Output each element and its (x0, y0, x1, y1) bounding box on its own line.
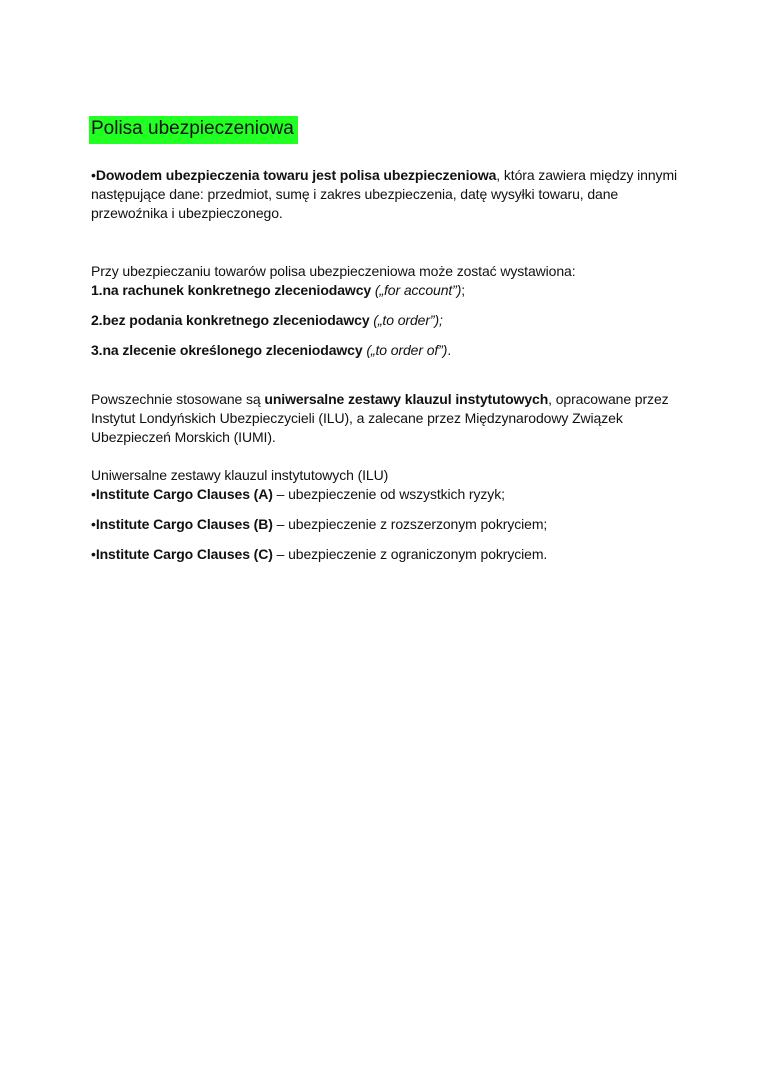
paragraph-text: Powszechnie stosowane są (91, 391, 265, 407)
list-item (91, 545, 681, 564)
section-intro: Uniwersalne zestawy klauzul instytutowych (ILU) (91, 467, 389, 483)
list-item-italic: („to order of”) (362, 342, 448, 358)
paragraph-text: , która zawiera między innymi następujące dane: przedmiot, sumę i zakres ubezpieczenia, datę wysyłki towaru, dane przewoźnika i ubezpieczonego. (91, 167, 678, 221)
list-item (91, 341, 681, 360)
list-item-end: . (447, 342, 452, 358)
bullet: • (91, 516, 96, 532)
list-item-bold: 1.na rachunek konkretnego zleceniodawcy (91, 282, 372, 298)
list-item-italic: („to order”); (369, 312, 443, 328)
list-item-italic: („for account”) (371, 282, 462, 298)
bullet: • (91, 486, 96, 502)
paragraph (91, 390, 681, 447)
section-institute-clauses-intro (91, 390, 681, 447)
list-item-bold: Institute Cargo Clauses (C) (95, 546, 273, 562)
list-item-text: – ubezpieczenie z rozszerzonym pokryciem; (272, 516, 548, 532)
paragraph (91, 166, 681, 223)
list-item-text: – ubezpieczenie od wszystkich ryzyk; (272, 486, 505, 502)
section-policy-issuance (91, 262, 681, 360)
list-item-bold: Institute Cargo Clauses (A) (95, 486, 273, 502)
list-item-bold: Institute Cargo Clauses (B) (95, 516, 273, 532)
bold-phrase: Dowodem ubezpieczenia towaru jest polisa ubezpieczeniowa (95, 167, 497, 183)
list-item-bold: 3.na zlecenie określonego zleceniodawcy (91, 342, 363, 358)
list-item-end: ; (461, 282, 466, 298)
bold-phrase: uniwersalne zestawy klauzul instytutowych (264, 391, 549, 407)
paragraph-text: , opracowane przez Instytut Londyńskich Ubezpieczycieli (ILU), a zalecane przez Międzynarodowy Związek Ubezpieczeń Morskich (IUMI). (91, 391, 669, 445)
section-insurance-policy (91, 166, 681, 223)
list-item (91, 485, 681, 504)
list-item (91, 311, 681, 330)
section-intro: Przy ubezpieczaniu towarów polisa ubezpieczeniowa może zostać wystawiona: (91, 263, 576, 279)
bullet: • (91, 167, 96, 183)
list-item (91, 281, 681, 300)
list-item-bold: 2.bez podania konkretnego zleceniodawcy (91, 312, 370, 328)
bullet: • (91, 546, 96, 562)
list-item-text: – ubezpieczenie z ograniczonym pokryciem. (272, 546, 548, 562)
list-item (91, 515, 681, 534)
section-cargo-clauses (91, 466, 681, 564)
page-title: Polisa ubezpieczeniowa (89, 116, 298, 144)
